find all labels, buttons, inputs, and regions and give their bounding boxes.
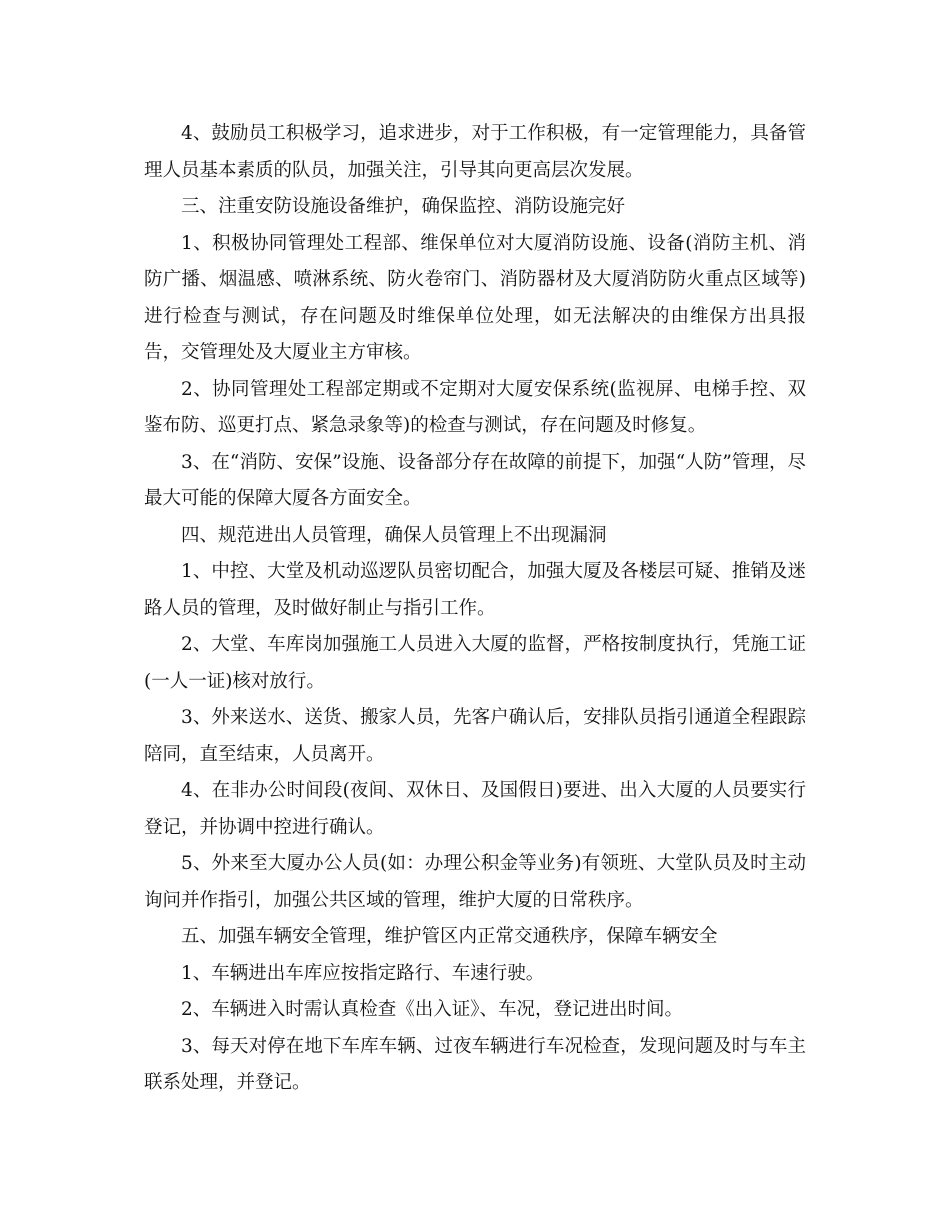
paragraph-patrol-cooperation: 1、中控、大堂及机动巡逻队员密切配合，加强大厦及各楼层可疑、推销及迷路人员的管理，及时做好制止与指引工作。 [144,561,806,619]
paragraph-staff-learning: 4、鼓励员工积极学习，追求进步，对于工作积极，有一定管理能力，具备管理人员基本素质的队员，加强关注，引导其向更高层次发展。 [144,123,806,181]
document-body [144,116,806,1102]
section-heading-security-equipment: 三、注重安防设施设备维护，确保监控、消防设施完好 [181,196,626,217]
paragraph-human-defense: 3、在“消防、安保”设施、设备部分存在故障的前提下，加强“人防”管理，尽最大可能的保障大厦各方面安全。 [144,451,806,509]
section-heading-personnel-management: 四、规范进出人员管理，确保人员管理上不出现漏洞 [181,524,607,546]
section-heading-vehicle-management: 五、加强车辆安全管理，维护管区内正常交通秩序，保障车辆安全 [181,926,718,947]
paragraph-delivery-personnel: 3、外来送水、送货、搬家人员，先客户确认后，安排队员指引通道全程跟踪陪同，直至结束，人员离开。 [144,707,806,765]
paragraph-vehicle-daily-check: 3、每天对停在地下车库车辆、过夜车辆进行车况检查，发现问题及时与车主联系处理，并登记。 [144,1035,806,1093]
paragraph-off-hours-registration: 4、在非办公时间段(夜间、双休日、及国假日)要进、出入大厦的人员要实行登记，并协调中控进行确认。 [144,780,806,838]
paragraph-fire-facility-testing: 1、积极协同管理处工程部、维保单位对大厦消防设施、设备(消防主机、消防广播、烟温感、喷淋系统、防火卷帘门、消防器材及大厦消防防火重点区域等)进行检查与测试，存在问题及时维保单位处理，如无法解决的由维保方出具报告，交管理处及大厦业主方审核。 [144,232,806,363]
paragraph-construction-staff: 2、大堂、车库岗加强施工人员进入大厦的监督，严格按制度执行，凭施工证(一人一证)核对放行。 [144,634,806,692]
paragraph-vehicle-routing: 1、车辆进出车库应按指定路行、车速行驶。 [181,962,545,984]
paragraph-visitor-guidance: 5、外来至大厦办公人员(如：办理公积金等业务)有领班、大堂队员及时主动询问并作指引，加强公共区域的管理，维护大厦的日常秩序。 [144,853,806,911]
paragraph-security-system-testing: 2、协同管理处工程部定期或不定期对大厦安保系统(监视屏、电梯手控、双鉴布防、巡更打点、紧急录象等)的检查与测试，存在问题及时修复。 [144,378,806,436]
paragraph-vehicle-entry-check: 2、车辆进入时需认真检查《出入证》、车况，登记进出时间。 [181,999,684,1020]
